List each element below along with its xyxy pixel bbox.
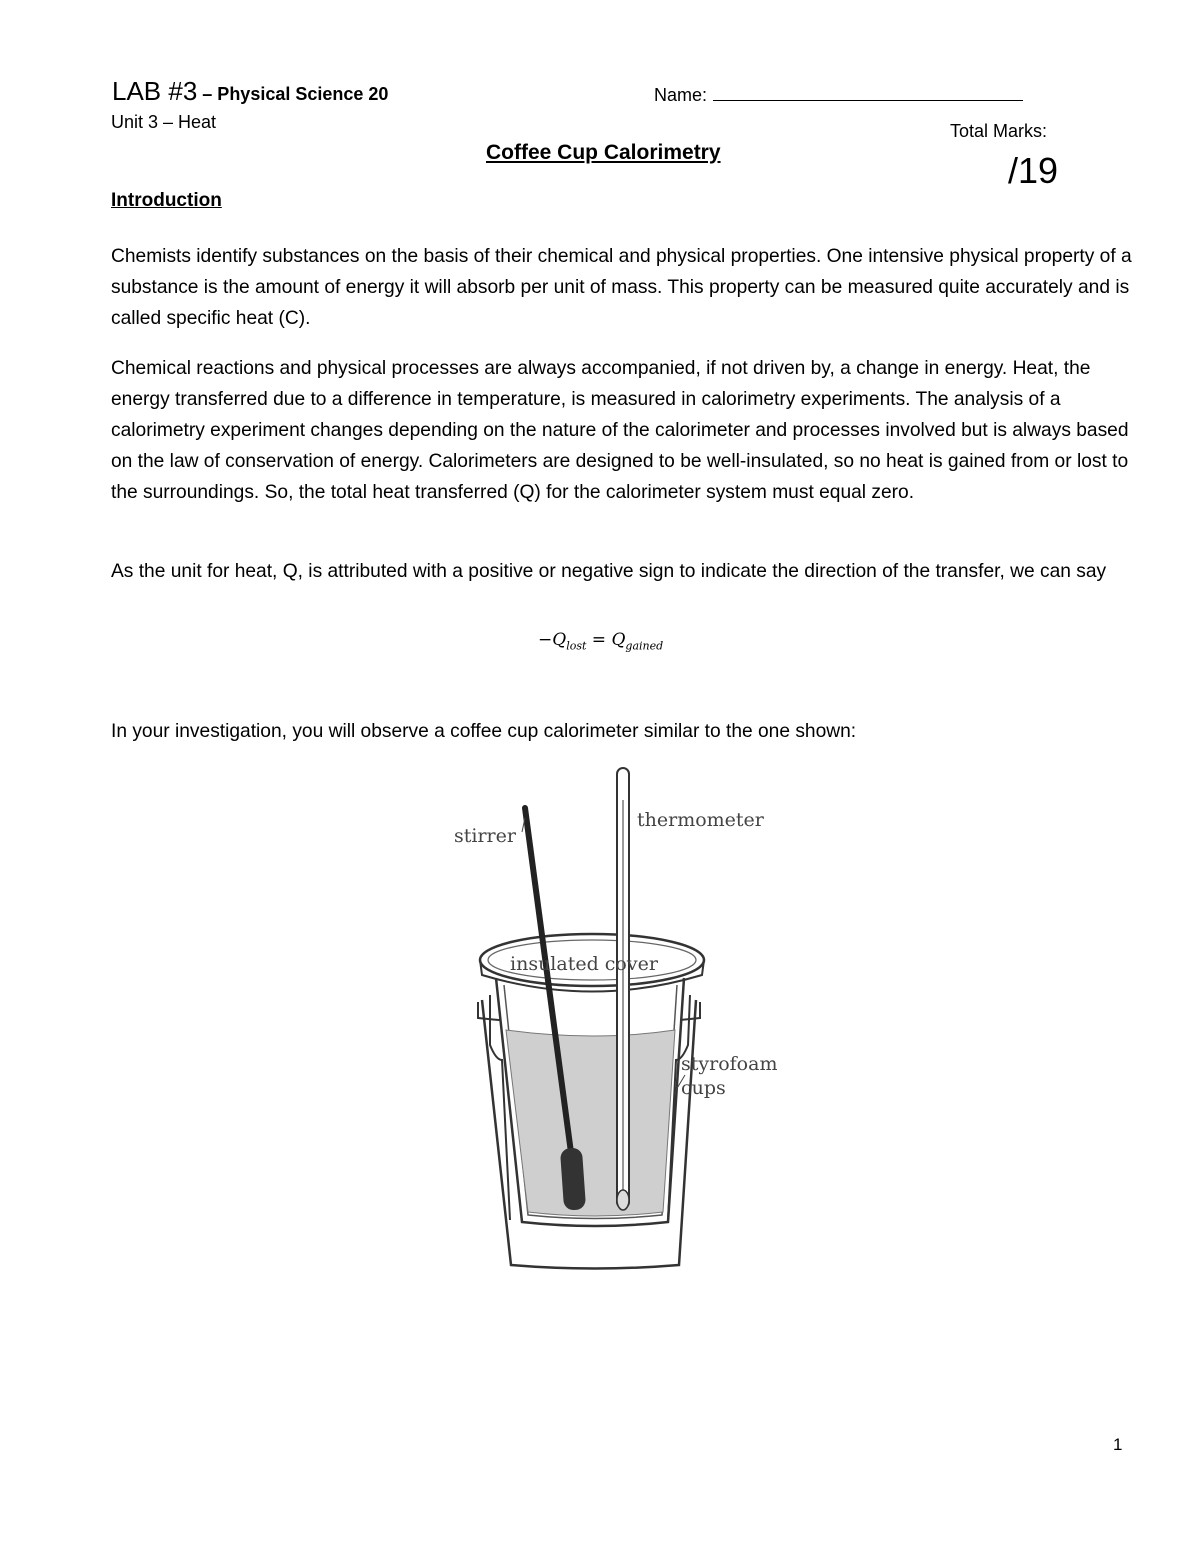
thermometer-label: thermometer xyxy=(637,809,764,831)
lab-number: LAB #3 xyxy=(112,76,198,106)
lab-title xyxy=(112,76,388,107)
thermometer-bulb xyxy=(617,1190,629,1210)
name-field[interactable] xyxy=(654,82,1023,106)
equation-equals: = Q xyxy=(586,630,626,650)
styrofoam-cups-label-line2: cups xyxy=(681,1077,726,1099)
styrofoam-cups-label-line1: styrofoam xyxy=(681,1053,778,1075)
intro-paragraph-2: Chemical reactions and physical processes are always accompanied, if not driven by, a change in energy. Heat, the energy transferred due to a difference in temperature, is measured in calorimetry experiments. The analysis of a calorimetry experiment changes depending on the nature of the calorimeter and processes involved but is always based on the law of conservation of energy. Calorimeters are designed to be well-insulated, so no heat is gained from or lost to the surroundings. So, the total heat transferred (Q) for the calorimeter system must equal zero. xyxy=(111,358,1129,503)
equation-lhs: −Q xyxy=(538,630,567,650)
stirrer-label: stirrer xyxy=(454,825,516,847)
equation-rhs-subscript: gained xyxy=(625,639,664,653)
total-marks-label: Total Marks: xyxy=(950,121,1048,141)
equation-lhs-subscript: lost xyxy=(566,639,587,653)
intro-paragraph-1: Chemists identify substances on the basis of their chemical and physical properties. One intensive physical property of a substance is the amount of energy it will absorb per unit of mass. This property can be measured quite accurately and is called specific heat (C). xyxy=(111,246,1132,329)
investigation-sentence: In your investigation, you will observe a coffee cup calorimeter similar to the one shown: xyxy=(111,721,857,742)
name-blank-line[interactable] xyxy=(713,82,1023,101)
liquid xyxy=(506,1030,675,1216)
total-marks-value: /19 xyxy=(1008,150,1059,191)
page-number: 1 xyxy=(1113,1435,1123,1454)
introduction-heading: Introduction xyxy=(111,190,222,211)
heat-equation xyxy=(538,630,663,652)
insulated-cover-label: insulated cover xyxy=(510,953,658,975)
name-label: Name: xyxy=(654,85,708,105)
page-title: Coffee Cup Calorimetry xyxy=(486,141,721,164)
stirrer-paddle xyxy=(560,1147,586,1210)
intro-paragraph-3: As the unit for heat, Q, is attributed with a positive or negative sign to indicate the direction of the transfer, we can say xyxy=(111,561,1107,582)
unit-label: Unit 3 – Heat xyxy=(111,112,217,132)
course-name: – Physical Science 20 xyxy=(197,84,389,104)
calorimeter-diagram xyxy=(430,760,810,1280)
